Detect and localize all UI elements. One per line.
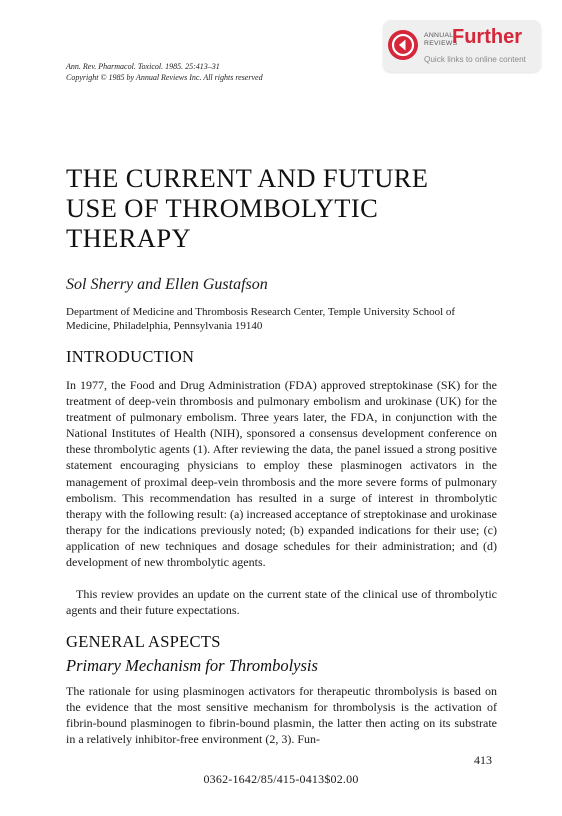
title-line: THE CURRENT AND FUTURE [66,163,429,193]
citation-line: Ann. Rev. Pharmacol. Toxicol. 1985. 25:413–31 [66,62,220,71]
article-authors: Sol Sherry and Ellen Gustafson [66,276,268,293]
annual-reviews-logo-icon [388,30,418,60]
quick-links-link[interactable]: Quick links to online content [424,55,526,64]
article-title [66,163,428,253]
intro-paragraph-2: This review provides an update on the current state of the clinical use of thrombolytic agents and their future expectations. [66,587,497,618]
annual-reviews-further-badge[interactable] [383,20,541,72]
journal-citation [66,61,263,83]
further-label: Further [452,26,522,48]
annual-reviews-wordmark: ANNUAL REVIEWS [424,32,458,47]
introduction-heading: INTRODUCTION [66,347,195,366]
article-code: 0362-1642/85/415-0413$02.00 [203,772,359,786]
page-number: 413 [474,753,492,767]
general-paragraph-1: The rationale for using plasminogen activators for therapeutic thrombolysis is based on the evidence that the most sensitive mechanism for thrombolysis is the activation of fibrin-bound plasminogen to fibrin-bound plasmin, the latter then acting on its substrate in a relatively inhibitor-free environment (2, 3). Fun- [66,684,497,747]
general-aspects-heading: GENERAL ASPECTS [66,632,221,651]
title-line: THERAPY [66,223,192,253]
title-line: USE OF THROMBOLYTIC [66,193,379,223]
copyright-line: Copyright © 1985 by Annual Reviews Inc. All rights reserved [66,73,263,82]
author-affiliation: Department of Medicine and Thrombosis Research Center, Temple University School of Medicine, Philadelphia, Pennsylvania 19140 [66,306,456,332]
intro-paragraph-1: In 1977, the Food and Drug Administration (FDA) approved streptokinase (SK) for the treatment of deep-vein thrombosis and pulmonary embolism and urokinase (UK) for the treatment of pulmonary embolism. Three years later, the FDA, in conjunction with the National Institutes of Health (NIH), sponsored a consensus development conference on these thrombolytic agents (1). After reviewing the data, the panel issued a strong positive statement encouraging physicians to employ these plasminogen activators in the management of proximal deep-vein thrombosis and the more severe forms of pulmonary embolism. This recommendation has resulted in a surge of interest in thrombolytic therapy with the following result: (a) increased acceptance of streptokinase and urokinase therapy for the indications previously noted; (b) expanded indications for their use; (c) application of new techniques and dosage schedules for their administration; and (d) development of new thrombolytic agents. [66,378,497,570]
primary-mechanism-subheading: Primary Mechanism for Thrombolysis [66,656,318,675]
